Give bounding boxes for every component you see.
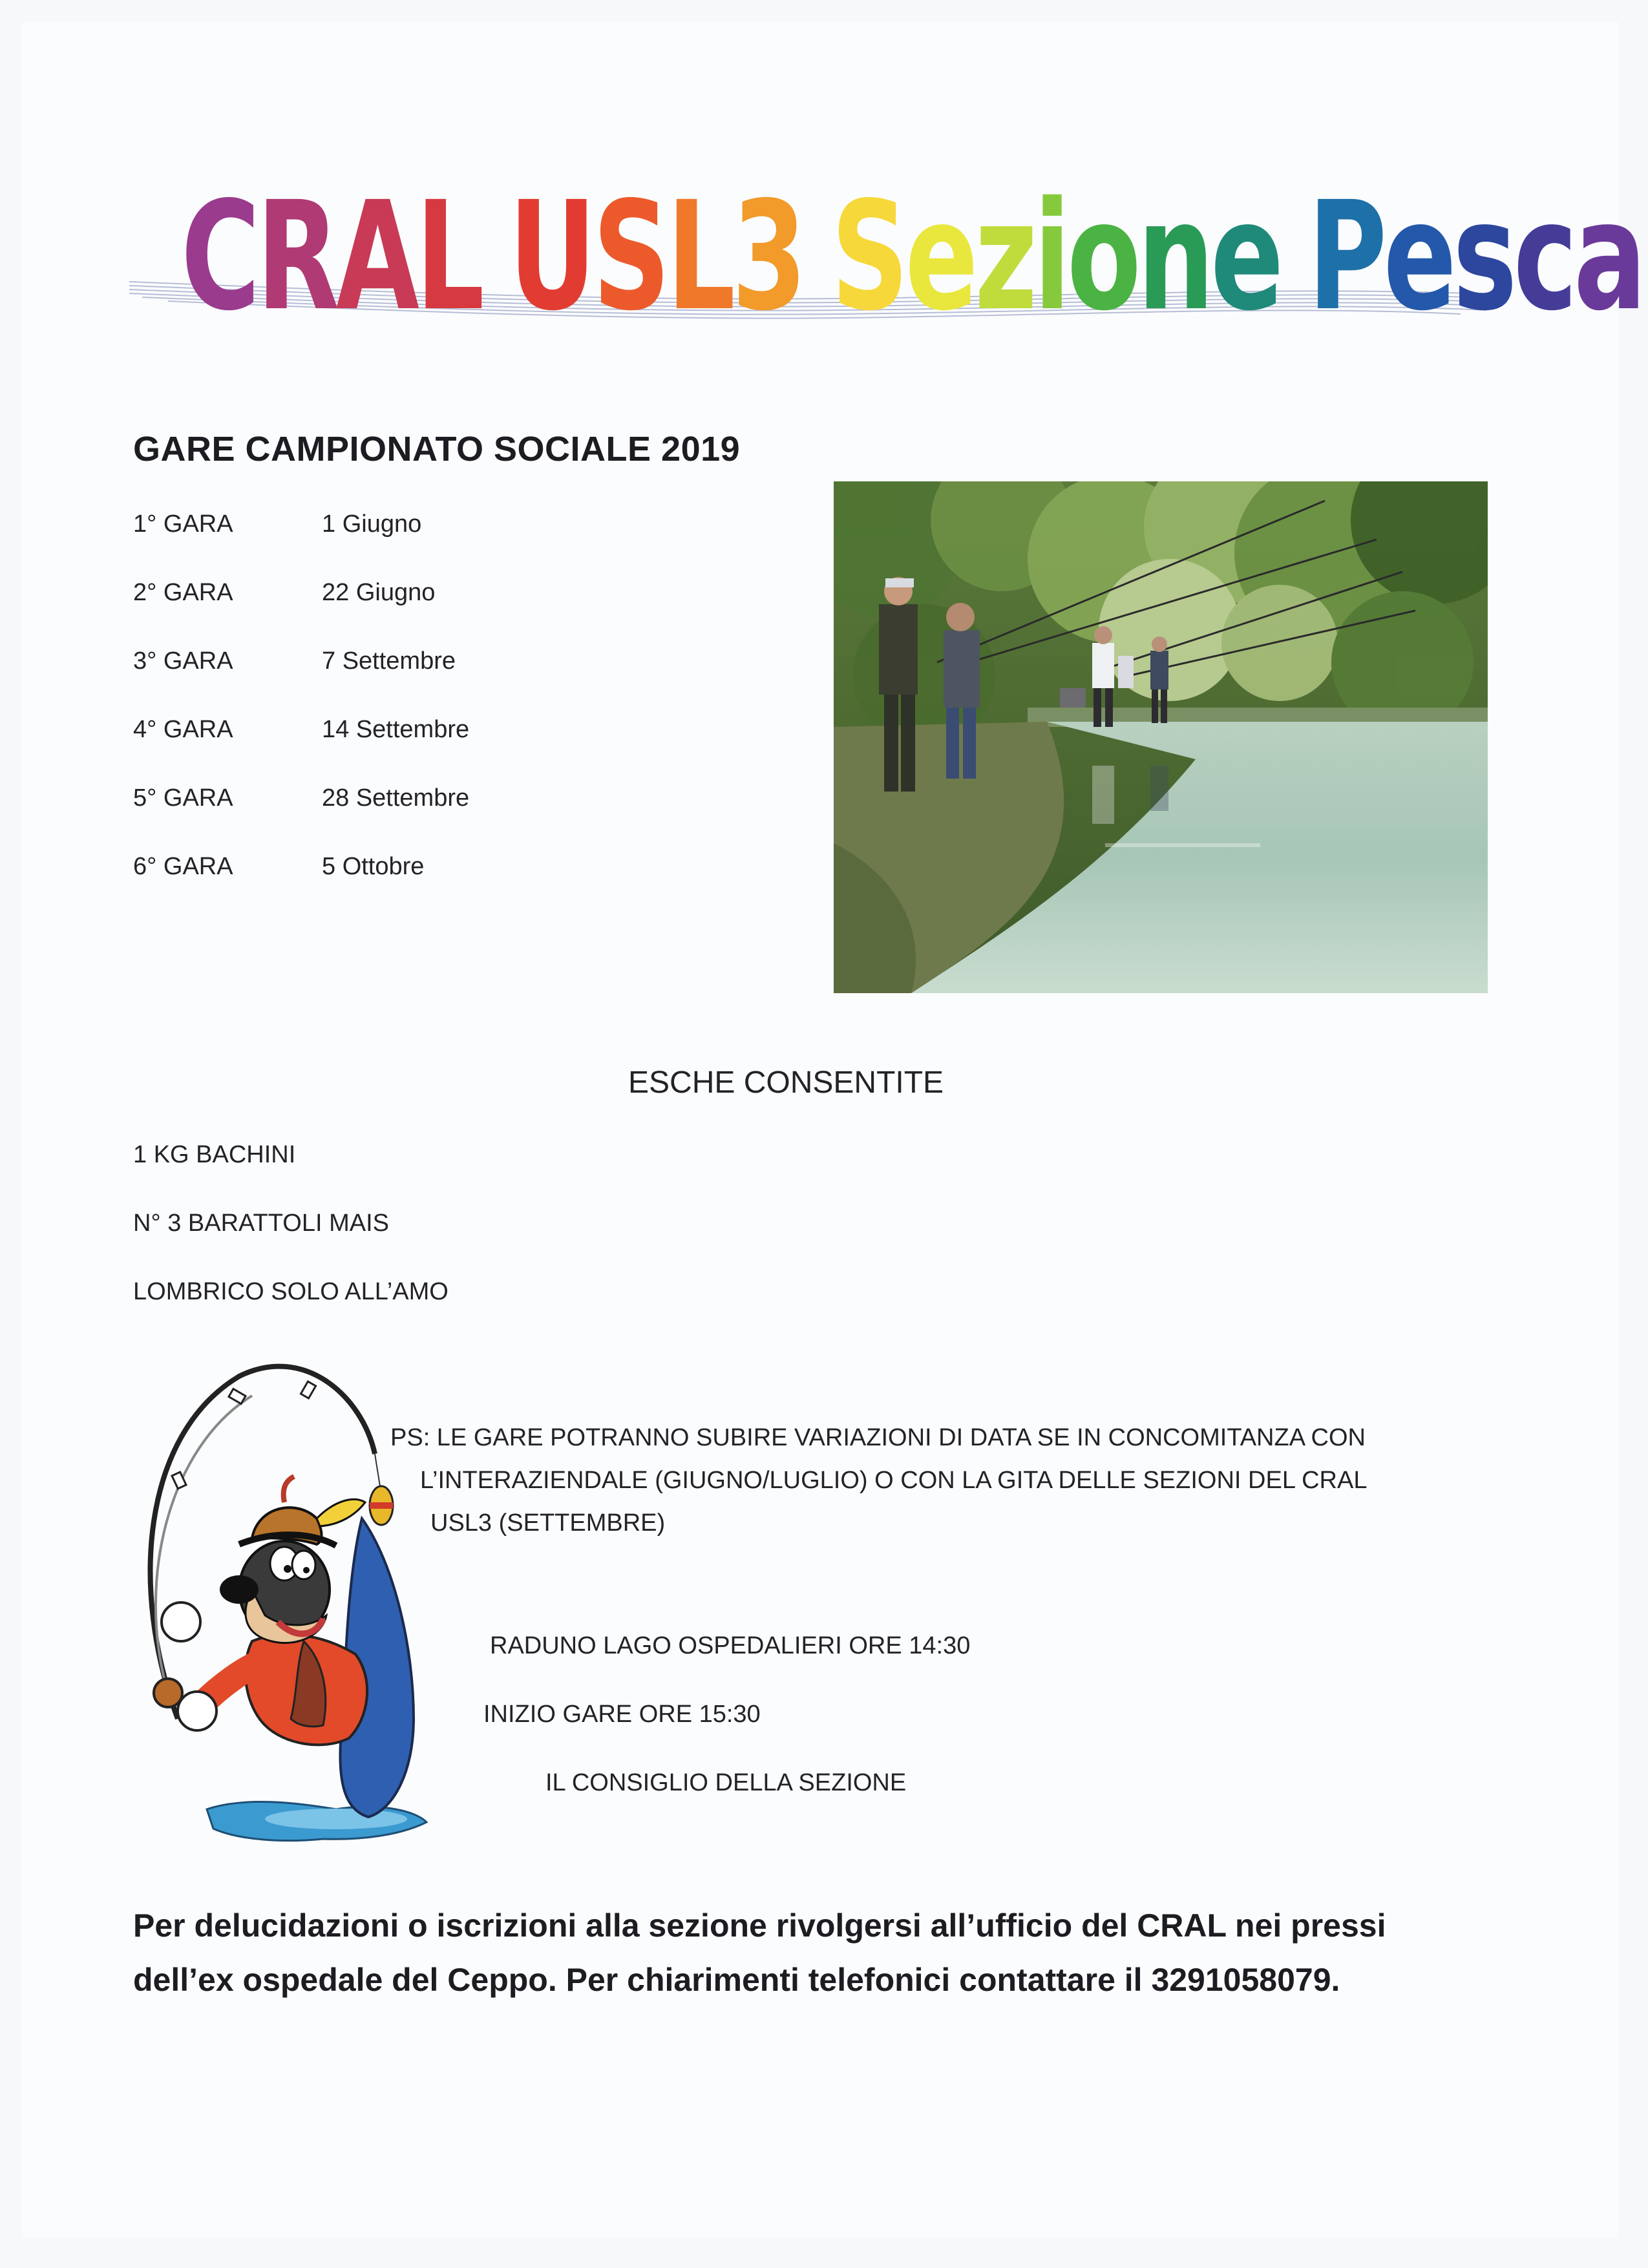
banner xyxy=(129,169,1643,349)
race-start-time: INIZIO GARE ORE 15:30 xyxy=(483,1701,761,1728)
signature: IL CONSIGLIO DELLA SEZIONE xyxy=(545,1769,907,1796)
banner-title-letter: A xyxy=(335,169,416,344)
banner-title-letter: e xyxy=(1383,169,1453,344)
race-row xyxy=(133,579,715,647)
banner-title-letter: C xyxy=(181,169,257,344)
banner-title-letter: a xyxy=(1574,169,1643,344)
race-row xyxy=(133,716,715,784)
race-label: 4° GARA xyxy=(133,716,233,743)
banner-title-letter: z xyxy=(974,169,1034,344)
contact-info xyxy=(133,1898,1555,2007)
bait-item: LOMBRICO SOLO ALL’AMO xyxy=(133,1278,449,1305)
race-label: 1° GARA xyxy=(133,510,233,538)
race-label: 3° GARA xyxy=(133,647,233,675)
race-row xyxy=(133,784,715,853)
banner-title-letter: P xyxy=(1307,169,1384,344)
race-row xyxy=(133,647,715,716)
race-date: 22 Giugno xyxy=(322,579,436,606)
race-date: 7 Settembre xyxy=(322,647,456,675)
banner-title-letter: e xyxy=(905,169,975,344)
ps-note-line: USL3 (SETTEMBRE) xyxy=(430,1509,666,1537)
banner-title-letter: S xyxy=(830,169,905,344)
banner-title-letter: s xyxy=(1453,169,1514,344)
race-date: 14 Settembre xyxy=(322,716,470,743)
banner-title-letter: R xyxy=(256,169,336,344)
banner-title-letter: n xyxy=(1137,169,1211,344)
banner-title-letter: o xyxy=(1066,169,1137,344)
fishing-lake-photo xyxy=(834,481,1488,993)
race-date: 1 Giugno xyxy=(322,510,422,538)
banner-title-letter: L xyxy=(666,169,732,344)
race-date: 5 Ottobre xyxy=(322,853,425,880)
calendar-heading: GARE CAMPIONATO SOCIALE 2019 xyxy=(133,430,741,468)
banner-title-letter: i xyxy=(1033,169,1067,344)
banner-title-letter: e xyxy=(1210,169,1280,344)
bait-item: 1 KG BACHINI xyxy=(133,1141,296,1168)
race-label: 2° GARA xyxy=(133,579,233,606)
contact-line: Per delucidazioni o iscrizioni alla sezione rivolgersi all’ufficio del CRAL nei pressi xyxy=(133,1907,1386,1944)
bait-item: N° 3 BARATTOLI MAIS xyxy=(133,1210,389,1237)
banner-title-letter: L xyxy=(416,169,481,344)
race-label: 5° GARA xyxy=(133,784,233,812)
meeting-time: RADUNO LAGO OSPEDALIERI ORE 14:30 xyxy=(490,1632,971,1659)
race-list xyxy=(133,510,715,921)
banner-title xyxy=(181,169,1643,344)
banner-title-letter: U xyxy=(509,169,593,344)
banner-title-letter: S xyxy=(592,169,667,344)
bait-list xyxy=(133,1141,449,1347)
ps-note-line: PS: LE GARE POTRANNO SUBIRE VARIAZIONI DI DATA SE IN CONCOMITANZA CON xyxy=(390,1424,1366,1451)
banner-title-letter: c xyxy=(1513,169,1574,344)
race-row xyxy=(133,853,715,921)
ps-note-line: L’INTERAZIENDALE (GIUGNO/LUGLIO) O CON LA GITA DELLE SEZIONI DEL CRAL xyxy=(420,1467,1368,1494)
race-date: 28 Settembre xyxy=(322,784,470,812)
banner-title-letter: 3 xyxy=(732,169,803,344)
ps-note xyxy=(390,1416,1399,1544)
baits-heading: ESCHE CONSENTITE xyxy=(628,1066,944,1100)
race-row xyxy=(133,510,715,579)
contact-line: dell’ex ospedale del Ceppo. Per chiarimenti telefonici contattare il 3291058079. xyxy=(133,1962,1340,1998)
race-label: 6° GARA xyxy=(133,853,233,880)
